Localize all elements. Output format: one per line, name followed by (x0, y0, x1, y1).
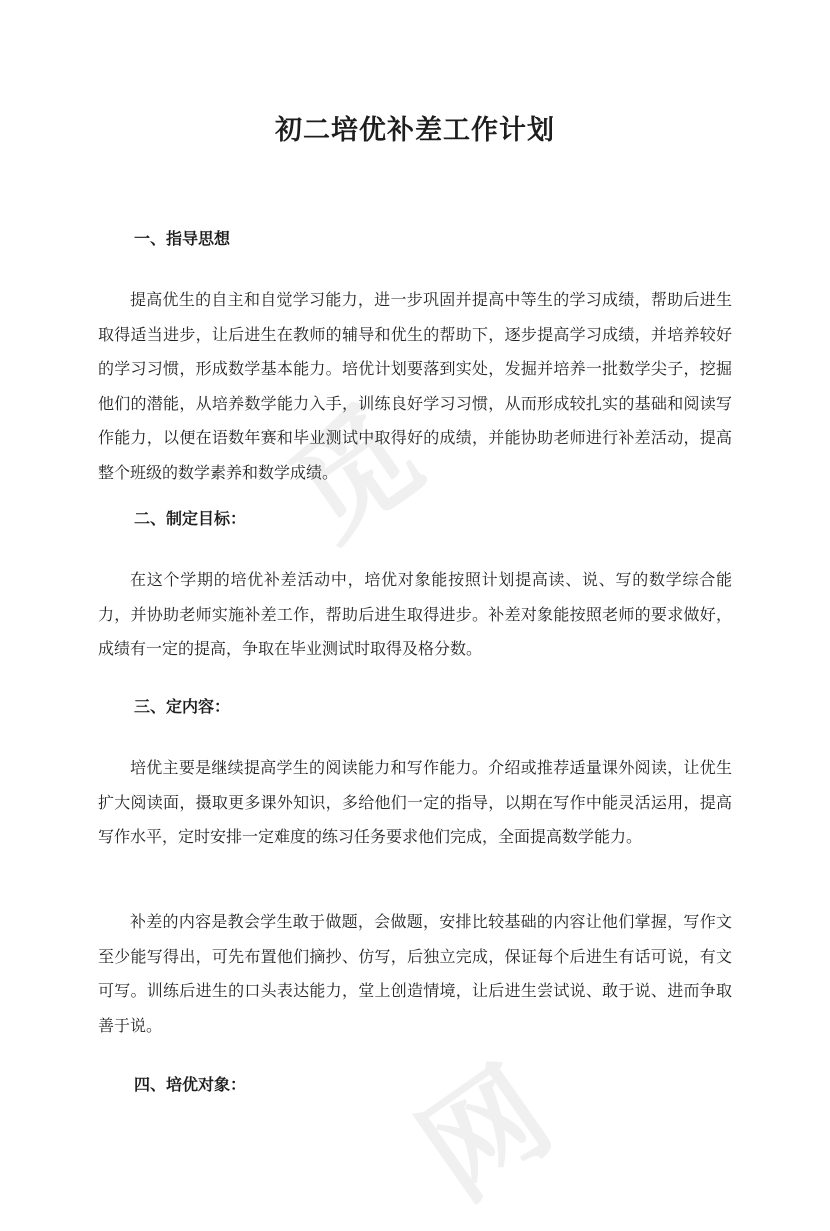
document-title: 初二培优补差工作计划 (275, 115, 555, 146)
section-heading-targets: 四、培优对象： (134, 1075, 247, 1094)
section-paragraph-guiding-ideology: 提高优生的自主和自觉学习能力，进一步巩固并提高中等生的学习成绩，帮助后进生取得适当进步，让后进生在教师的辅导和优生的帮助下，逐步提高学习成绩，并培养较好的学习习惯，形成数学基本能力。培优计划要落到实处，发掘并培养一批数学尖子，挖掘他们的潜能，从培养数学能力入手，训练良好学习习惯，从而形成较扎实的基础和阅读写作能力，以便在语数年赛和毕业测试中取得好的成绩，并能协助老师进行补差活动，提高整个班级的数学素养和数学成绩。 (98, 290, 732, 482)
section-heading-goals: 二、制定目标： (134, 509, 247, 528)
watermark-mark-bottom: 网 (397, 1043, 576, 1226)
watermark-mark: 觅 (267, 383, 446, 566)
section-heading-content: 三、定内容： (134, 697, 231, 716)
section-paragraph-goals: 在这个学期的培优补差活动中，培优对象能按照计划提高读、说、写的数学综合能力，并协助老师实施补差工作，帮助后进生取得进步。补差对象能按照老师的要求做好，成绩有一定的提高，争取在毕业测试时取得及格分数。 (98, 570, 732, 658)
section-heading-guiding-ideology: 一、指导思想 (134, 229, 231, 248)
section-paragraph-content-remedial: 补差的内容是教会学生敢于做题，会做题，安排比较基础的内容让他们掌握，写作文至少能写得出，可先布置他们摘抄、仿写，后独立完成，保证每个后进生有话可说，有文可写。训练后进生的口头表达能力，堂上创造情境，让后进生尝试说、敢于说、进而争取善于说。 (98, 912, 732, 1035)
section-paragraph-content-excellent: 培优主要是继续提高学生的阅读能力和写作能力。介绍或推荐适量课外阅读，让优生扩大阅读面，摄取更多课外知识，多给他们一定的指导，以期在写作中能灵活运用，提高写作水平，定时安排一定难度的练习任务要求他们完成，全面提高数学能力。 (98, 758, 732, 846)
